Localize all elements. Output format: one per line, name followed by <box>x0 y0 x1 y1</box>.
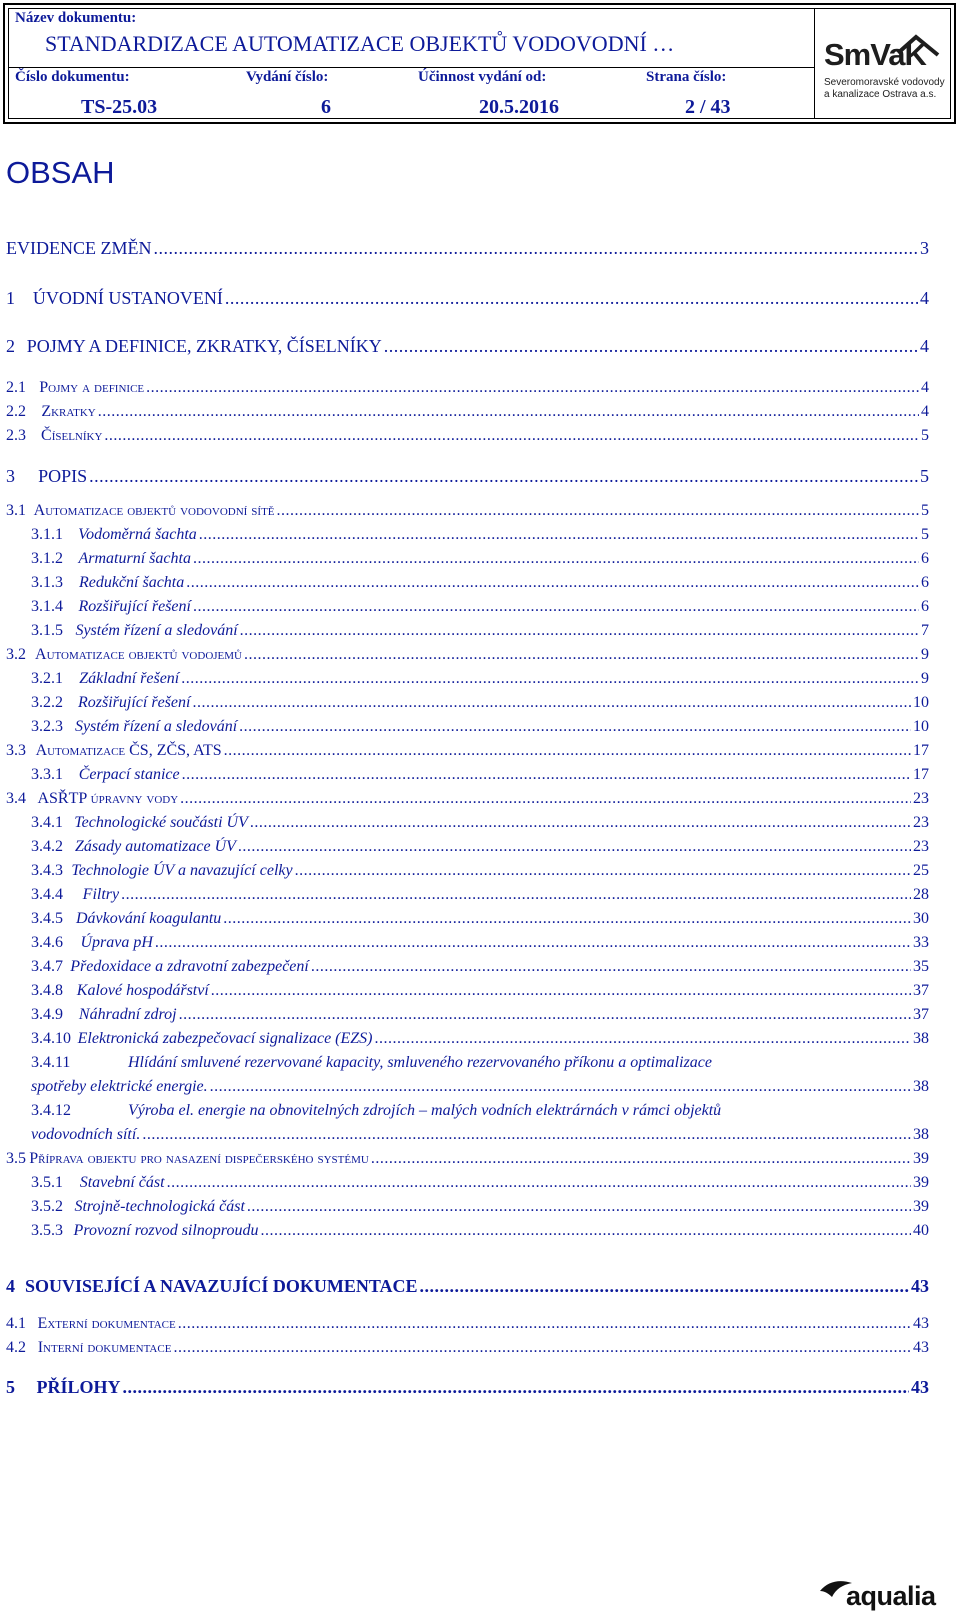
toc-entry-title: Rozšiřující řešení <box>78 694 191 711</box>
toc-entry[interactable] <box>31 1174 929 1198</box>
document-header <box>3 3 956 124</box>
toc-entry-number: 3.3.1 <box>31 766 63 783</box>
toc-entry-number: 3.1.5 <box>31 622 63 639</box>
toc-entry-title: EVIDENCE ZMĚN <box>6 238 152 258</box>
toc-entry-page: 10 <box>913 694 929 711</box>
toc-entry-page: 43 <box>913 1315 929 1332</box>
toc-entry-page: 3 <box>920 238 929 258</box>
toc-entry[interactable] <box>31 598 929 622</box>
toc-leader <box>153 238 918 259</box>
toc-entry-page: 37 <box>913 982 929 999</box>
toc-leader <box>179 1006 911 1024</box>
toc-entry-title: ASŘTP úpravny vody <box>37 790 179 807</box>
toc-leader <box>250 814 911 832</box>
toc-leader <box>182 766 911 784</box>
toc-entry-number: 3.1.3 <box>31 574 63 591</box>
toc-entry-page: 4 <box>920 336 929 356</box>
header-divider <box>9 67 814 68</box>
toc-entry-page: 4 <box>920 288 929 308</box>
toc-leader <box>155 934 911 952</box>
toc-entry-title: Strojně-technologická část <box>74 1198 245 1215</box>
toc-leader <box>180 790 911 808</box>
toc-entry-title: Automatizace ČS, ZČS, ATS <box>35 742 222 759</box>
toc-entry-first-line[interactable] <box>31 1054 712 1072</box>
toc-entry[interactable] <box>6 466 929 494</box>
toc-entry-title: Interní dokumentace <box>37 1339 172 1356</box>
smvak-logo <box>820 27 950 107</box>
toc-leader <box>186 574 919 592</box>
toc-entry[interactable] <box>31 622 929 646</box>
toc-entry-page: 39 <box>913 1174 929 1191</box>
toc-leader <box>178 1315 911 1333</box>
toc-leader <box>224 742 911 760</box>
toc-entry[interactable] <box>6 1150 929 1174</box>
toc-leader <box>193 598 919 616</box>
toc-entry-page: 38 <box>913 1126 929 1143</box>
toc-entry-title: Externí dokumentace <box>37 1315 176 1332</box>
toc-entry-title: Vodoměrná šachta <box>78 526 197 543</box>
toc-entry[interactable] <box>31 838 929 862</box>
toc-entry[interactable] <box>31 814 929 838</box>
toc-entry-number: 3.4.7 <box>31 958 63 975</box>
doc-name-label: Název dokumentu: <box>15 10 137 26</box>
toc-entry-title: Automatizace objektů vodojemů <box>35 646 242 663</box>
toc-entry-page: 5 <box>920 466 929 486</box>
toc-entry-page: 6 <box>921 598 929 615</box>
toc-entry-number: 3.5.3 <box>31 1222 63 1239</box>
toc-leader <box>420 1276 909 1297</box>
page-title: OBSAH <box>6 155 115 190</box>
toc-leader <box>295 862 911 880</box>
toc-entry-page: 9 <box>921 646 929 663</box>
toc-entry-title: Systém řízení a sledování <box>75 622 238 639</box>
toc-entry[interactable] <box>31 1222 929 1246</box>
toc-entry-title: Předoxidace a zdravotní zabezpečení <box>70 958 309 975</box>
toc-leader <box>244 646 919 664</box>
page-label: Strana číslo: <box>646 69 727 85</box>
toc-entry-number: 3.4.8 <box>31 982 63 999</box>
toc-entry-page: 4 <box>921 403 929 420</box>
logo-wordmark: SmVaK <box>824 37 926 72</box>
toc-entry[interactable] <box>31 670 929 694</box>
toc-entry-page: 38 <box>913 1030 929 1047</box>
toc-entry[interactable] <box>6 742 929 766</box>
toc-entry[interactable] <box>6 1276 929 1304</box>
toc-entry-number: 4.2 <box>6 1339 26 1356</box>
toc-entry-title: POPIS <box>38 466 88 486</box>
logo-subtitle: Severomoravské vodovody <box>824 77 945 88</box>
toc-leader <box>371 1150 911 1168</box>
toc-entry-number: 3.4 <box>6 790 26 807</box>
effective-label: Účinnost vydání od: <box>418 69 547 85</box>
toc-entry-title: Pojmy a definice <box>39 379 145 396</box>
toc-entry[interactable] <box>31 886 929 910</box>
header-inner-frame <box>8 8 951 119</box>
toc-entry-title: Provozní rozvod silnoproudu <box>73 1222 259 1239</box>
toc-entry-number: 3.1.1 <box>31 526 63 543</box>
toc-leader <box>173 1339 911 1357</box>
toc-entry-title: Hlídání smluvené rezervované kapacity, smluveného rezervovaného příkonu a optimalizace <box>128 1054 712 1071</box>
toc-entry-number: 2 <box>6 336 15 356</box>
toc-entry-page: 43 <box>911 1377 929 1397</box>
toc-entry-number: 3.2 <box>6 646 26 663</box>
toc-entry-number: 3.4.11 <box>31 1054 71 1071</box>
toc-entry[interactable] <box>6 403 929 427</box>
toc-leader <box>142 1126 911 1144</box>
toc-entry-number: 3.3 <box>6 742 26 759</box>
toc-entry-page: 5 <box>921 526 929 543</box>
toc-entry-page: 40 <box>913 1222 929 1239</box>
toc-entry-number: 1 <box>6 288 15 308</box>
toc-entry-page: 43 <box>913 1339 929 1356</box>
toc-leader <box>375 1030 912 1048</box>
toc-entry-title: Kalové hospodářství <box>76 982 209 999</box>
toc-entry[interactable] <box>31 1006 929 1030</box>
toc-entry-number: 3.4.6 <box>31 934 63 951</box>
toc-entry-number: 3.4.9 <box>31 1006 63 1023</box>
toc-entry-title: Systém řízení a sledování <box>74 718 238 735</box>
toc-entry-title: Číselníky <box>41 427 103 444</box>
toc-leader <box>211 982 911 1000</box>
toc-entry-page: 23 <box>913 838 929 855</box>
toc-entry-title: Zásady automatizace ÚV <box>75 838 236 855</box>
toc-entry-page: 6 <box>921 550 929 567</box>
toc-entry[interactable] <box>6 238 929 266</box>
toc-entry[interactable] <box>31 694 929 718</box>
toc-leader <box>225 288 918 309</box>
toc-entry-first-line[interactable] <box>31 1102 721 1120</box>
toc-leader <box>210 1078 911 1096</box>
toc-leader <box>146 379 919 397</box>
toc-entry-page: 9 <box>921 670 929 687</box>
issue-label: Vydání číslo: <box>246 69 329 85</box>
toc-entry-continuation[interactable] <box>31 1126 929 1150</box>
toc-entry-page: 38 <box>913 1078 929 1095</box>
toc-entry-number: 4.1 <box>6 1315 26 1332</box>
aqualia-logo <box>818 1575 936 1615</box>
toc-entry-number: 3.5 <box>6 1150 26 1167</box>
toc-entry-title: Rozšiřující řešení <box>78 598 191 615</box>
toc-entry[interactable] <box>6 502 929 526</box>
toc-entry-title: Armaturní šachta <box>78 550 191 567</box>
page-number: 2 / 43 <box>685 96 731 118</box>
header-divider <box>814 9 815 118</box>
toc-entry-page: 39 <box>913 1150 929 1167</box>
toc-entry[interactable] <box>6 1339 929 1363</box>
toc-entry-title: vodovodních sítí. <box>31 1126 141 1143</box>
toc-leader <box>167 1174 911 1192</box>
toc-entry-page: 33 <box>913 934 929 951</box>
toc-entry-page: 6 <box>921 574 929 591</box>
toc-leader <box>223 910 911 928</box>
toc-entry-page: 10 <box>913 718 929 735</box>
toc-leader <box>122 1377 909 1398</box>
toc-entry-title: Redukční šachta <box>78 574 185 591</box>
toc-entry-title: Příprava objektu pro nasazení dispečerského systému <box>29 1150 369 1167</box>
doc-number-label: Číslo dokumentu: <box>15 69 130 85</box>
toc-entry-title: Čerpací stanice <box>78 766 180 783</box>
toc-entry-number: 3.4.1 <box>31 814 63 831</box>
toc-entry[interactable] <box>31 862 929 886</box>
toc-entry-title: Úprava pH <box>80 934 153 951</box>
toc-entry[interactable] <box>6 646 929 670</box>
toc-entry-number: 3.2.2 <box>31 694 63 711</box>
toc-leader <box>384 336 918 357</box>
toc-entry-number: 3.2.3 <box>31 718 63 735</box>
toc-entry-page: 25 <box>913 862 929 879</box>
toc-entry-page: 43 <box>911 1276 929 1296</box>
toc-entry-number: 3.5.2 <box>31 1198 63 1215</box>
toc-entry-number: 5 <box>6 1377 15 1397</box>
toc-entry-title: Zkratky <box>41 403 96 420</box>
toc-entry-number: 3.1 <box>6 502 26 519</box>
logo-subtitle: a kanalizace Ostrava a.s. <box>824 89 937 100</box>
toc-entry-page: 37 <box>913 1006 929 1023</box>
toc-entry-number: 3.2.1 <box>31 670 63 687</box>
doc-number: TS-25.03 <box>81 96 158 118</box>
toc-entry[interactable] <box>31 574 929 598</box>
toc-leader <box>89 466 918 487</box>
toc-entry-number: 3.1.2 <box>31 550 63 567</box>
toc-entry-page: 17 <box>913 742 929 759</box>
toc-entry[interactable] <box>31 1030 929 1054</box>
toc-leader <box>240 622 919 640</box>
toc-entry-title: ÚVODNÍ USTANOVENÍ <box>32 288 223 308</box>
toc-entry-title: Výroba el. energie na obnovitelných zdrojích – malých vodních elektrárnách v rámci objektů <box>128 1102 722 1119</box>
toc-leader <box>181 670 919 688</box>
toc-entry-number: 3.4.10 <box>31 1030 71 1047</box>
toc-entry-title: Dávkování koagulantu <box>75 910 222 927</box>
toc-entry-page: 17 <box>913 766 929 783</box>
toc-entry[interactable] <box>31 526 929 550</box>
toc-entry-page: 23 <box>913 814 929 831</box>
toc-leader <box>311 958 911 976</box>
doc-title: STANDARDIZACE AUTOMATIZACE OBJEKTŮ VODOVODNÍ … <box>45 31 675 56</box>
toc-entry-continuation[interactable] <box>31 1078 929 1102</box>
toc-entry[interactable] <box>31 1198 929 1222</box>
toc-entry-title: POJMY A DEFINICE, ZKRATKY, ČÍSELNÍKY <box>26 336 382 356</box>
toc-entry-number: 3.5.1 <box>31 1174 63 1191</box>
toc-entry-title: Automatizace objektů vodovodní sítě <box>33 502 275 519</box>
toc-leader <box>98 403 919 421</box>
toc-entry-page: 5 <box>921 427 929 444</box>
toc-entry[interactable] <box>6 379 929 403</box>
toc-entry-number: 3.4.12 <box>31 1102 71 1119</box>
toc-entry-title: Elektronická zabezpečovací signalizace (EZS) <box>77 1030 373 1047</box>
toc-leader <box>277 502 919 520</box>
toc-entry-title: Technologie ÚV a navazující celky <box>71 862 293 879</box>
toc-entry-number: 2.1 <box>6 379 26 396</box>
toc-entry[interactable] <box>6 1315 929 1339</box>
toc-entry-page: 23 <box>913 790 929 807</box>
toc-entry[interactable] <box>6 427 929 451</box>
toc-entry[interactable] <box>31 718 929 742</box>
toc-leader <box>193 550 919 568</box>
toc-entry[interactable] <box>31 550 929 574</box>
toc-leader <box>239 718 911 736</box>
toc-entry[interactable] <box>6 288 929 316</box>
toc-entry-title: Filtry <box>82 886 120 903</box>
toc-entry[interactable] <box>31 910 929 934</box>
toc-entry-title: Náhradní zdroj <box>78 1006 177 1023</box>
toc-entry[interactable] <box>31 766 929 790</box>
toc-entry-number: 3.1.4 <box>31 598 63 615</box>
toc-entry-number: 3.4.5 <box>31 910 63 927</box>
toc-entry-number: 3.4.2 <box>31 838 63 855</box>
toc-entry-title: PŘÍLOHY <box>36 1377 121 1397</box>
toc-entry-title: Základní řešení <box>79 670 180 687</box>
toc-entry-page: 4 <box>921 379 929 396</box>
toc-entry-page: 7 <box>921 622 929 639</box>
toc-entry[interactable] <box>31 934 929 958</box>
toc-entry-page: 5 <box>921 502 929 519</box>
toc-leader <box>260 1222 911 1240</box>
toc-leader <box>192 694 911 712</box>
toc-entry-title: spotřeby elektrické energie. <box>31 1078 208 1095</box>
toc-entry-title: Technologické součásti ÚV <box>74 814 248 831</box>
toc-entry[interactable] <box>6 1377 929 1405</box>
toc-entry-page: 35 <box>913 958 929 975</box>
toc-leader <box>238 838 911 856</box>
toc-leader <box>121 886 911 904</box>
toc-entry-page: 39 <box>913 1198 929 1215</box>
toc-entry-number: 2.2 <box>6 403 26 420</box>
toc-entry[interactable] <box>6 790 929 814</box>
toc-entry-title: SOUVISEJÍCÍ A NAVAZUJÍCÍ DOKUMENTACE <box>24 1276 418 1296</box>
toc-entry-page: 28 <box>913 886 929 903</box>
toc-entry[interactable] <box>6 336 929 364</box>
toc-entry[interactable] <box>31 982 929 1006</box>
effective-date: 20.5.2016 <box>479 96 559 118</box>
toc-entry-number: 2.3 <box>6 427 26 444</box>
toc-entry-number: 3.4.4 <box>31 886 63 903</box>
toc-leader <box>104 427 919 445</box>
toc-entry-number: 3 <box>6 466 15 486</box>
toc-leader <box>199 526 919 544</box>
toc-entry[interactable] <box>31 958 929 982</box>
logo-wordmark: aqualia <box>846 1581 936 1611</box>
issue-number: 6 <box>321 96 331 118</box>
toc-entry-number: 3.4.3 <box>31 862 63 879</box>
toc-entry-title: Stavební část <box>79 1174 165 1191</box>
toc-leader <box>247 1198 911 1216</box>
toc-entry-page: 30 <box>913 910 929 927</box>
toc-entry-number: 4 <box>6 1276 15 1296</box>
